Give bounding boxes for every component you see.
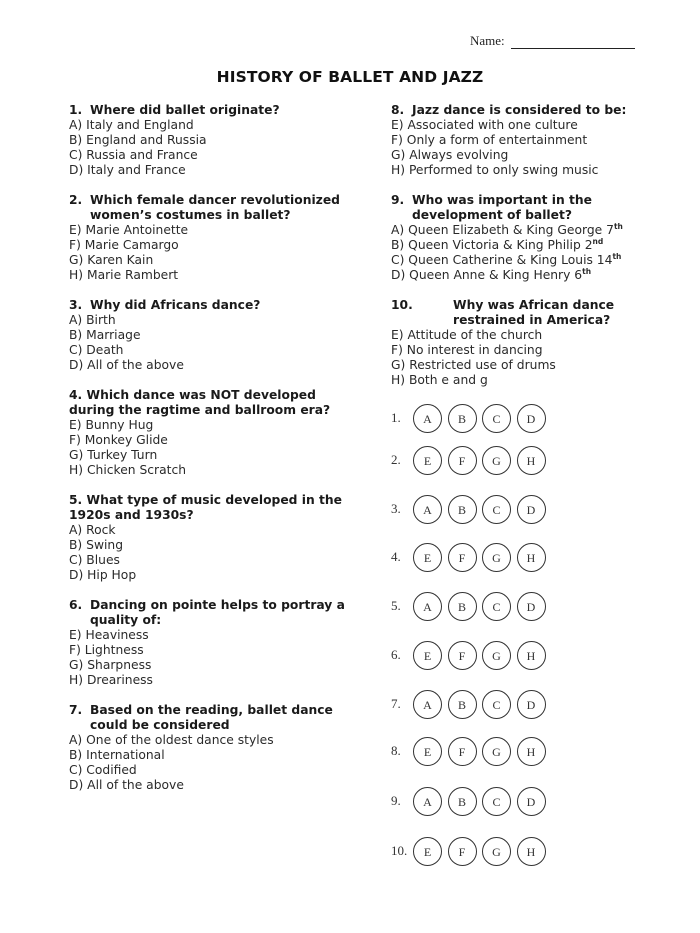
answer-bubble-e[interactable]: E [413,641,442,670]
answer-option-text: D) Queen Anne & King Henry 6 [391,268,583,282]
answer-bubble-g[interactable]: G [482,641,511,670]
ordinal-suffix: nd [592,237,604,246]
answer-option [69,553,359,568]
answer-option-text: E) Marie Antoinette [69,223,189,237]
answer-option-text: G) Sharpness [69,658,152,672]
answer-option-text: E) Associated with one culture [391,118,578,132]
answer-option [391,148,651,163]
ordinal-suffix: th [612,252,622,261]
question-9 [391,193,651,283]
answer-option [69,253,359,268]
answer-row-number: 1. [391,410,401,425]
answer-option [69,463,359,478]
answer-bubble-a[interactable]: A [413,690,442,719]
question-text: Who was important in the development of ballet? [412,193,592,222]
answer-option-text: B) Marriage [69,328,141,342]
answer-row-5 [391,590,551,622]
question-text: Where did ballet originate? [90,103,280,117]
answer-bubble-f[interactable]: F [448,737,477,766]
question-number: 6. [69,598,83,612]
question-number: 3. [69,298,83,312]
answer-row-number: 8. [391,743,401,758]
answer-option [69,148,359,163]
answer-row-6 [391,639,551,671]
answer-row-number: 5. [391,598,401,613]
questions-right-column [391,103,651,403]
answer-option [69,763,359,778]
answer-option-text: E) Heaviness [69,628,149,642]
answer-option [391,328,651,343]
answer-row-number: 6. [391,647,401,662]
answer-option [69,418,359,433]
question-prompt [391,103,651,118]
answer-option-text: A) Rock [69,523,116,537]
question-prompt [69,598,359,628]
answer-bubble-g[interactable]: G [482,737,511,766]
answer-option-text: A) Queen Elizabeth & King George 7 [391,223,614,237]
answer-option [391,133,651,148]
ordinal-suffix: th [582,267,592,276]
answer-option-text: D) Hip Hop [69,568,137,582]
answer-option [69,343,359,358]
answer-option [391,253,651,268]
answer-bubble-e[interactable]: E [413,446,442,475]
answer-bubble-c[interactable]: C [482,787,511,816]
answer-bubble-a[interactable]: A [413,787,442,816]
answer-row-number: 10. [391,843,408,858]
question-text: What type of music developed in the 1920s and 1930s? [69,493,342,522]
answer-option [391,163,651,178]
question-text: Which dance was NOT developed during the ragtime and ballroom era? [69,388,331,417]
answer-option-text: F) Marie Camargo [69,238,179,252]
answer-bubble-b[interactable]: B [448,787,477,816]
answer-option-text: C) Death [69,343,124,357]
question-2 [69,193,359,283]
answer-option-text: C) Queen Catherine & King Louis 14 [391,253,613,267]
question-prompt [69,703,359,733]
answer-bubble-h[interactable]: H [517,446,546,475]
question-prompt [69,388,359,418]
answer-bubble-d[interactable]: D [517,690,546,719]
answer-option-text: D) All of the above [69,778,184,792]
question-3 [69,298,359,373]
answer-bubble-a[interactable]: A [413,495,442,524]
answer-bubble-d[interactable]: D [517,404,546,433]
question-prompt [69,493,359,523]
question-number: 8. [391,103,405,117]
answer-option [391,118,651,133]
question-text: Jazz dance is considered to be: [412,103,627,117]
question-prompt [69,298,359,313]
answer-row-4 [391,541,551,573]
answer-row-7 [391,688,551,720]
answer-row-2 [391,444,551,476]
answer-option-text: C) Russia and France [69,148,198,162]
answer-row-number: 9. [391,793,401,808]
answer-option-text: H) Performed to only swing music [391,163,599,177]
answer-bubble-d[interactable]: D [517,787,546,816]
answer-option [69,628,359,643]
answer-bubble-f[interactable]: F [448,446,477,475]
answer-bubble-a[interactable]: A [413,404,442,433]
answer-option-text: A) Italy and England [69,118,194,132]
answer-bubble-b[interactable]: B [448,592,477,621]
answer-row-number: 7. [391,696,401,711]
answer-bubble-c[interactable]: C [482,592,511,621]
answer-bubble-g[interactable]: G [482,446,511,475]
answer-option-text: D) All of the above [69,358,184,372]
question-prompt [69,193,359,223]
answer-option [391,223,651,238]
answer-bubble-f[interactable]: F [448,641,477,670]
answer-row-1 [391,402,551,434]
answer-option-text: A) Birth [69,313,116,327]
answer-row-number: 2. [391,452,401,467]
answer-bubble-d[interactable]: D [517,592,546,621]
question-6 [69,598,359,688]
answer-option-text: C) Codified [69,763,137,777]
answer-row-8 [391,735,551,767]
answer-option-text: H) Dreariness [69,673,153,687]
answer-bubble-a[interactable]: A [413,592,442,621]
question-text: Which female dancer revolutionized women’s costumes in ballet? [90,193,340,222]
answer-bubble-e[interactable]: E [413,543,442,572]
answer-bubble-f[interactable]: F [448,837,477,866]
answer-option [69,133,359,148]
answer-option [69,673,359,688]
name-field[interactable] [470,33,635,49]
answer-option-text: G) Restricted use of drums [391,358,556,372]
answer-option-text: E) Attitude of the church [391,328,543,342]
answer-bubble-b[interactable]: B [448,495,477,524]
question-number: 4. [69,388,83,402]
answer-option [69,433,359,448]
answer-bubble-e[interactable]: E [413,837,442,866]
answer-option [69,448,359,463]
answer-option-text: H) Chicken Scratch [69,463,186,477]
answer-option [69,658,359,673]
answer-option [391,358,651,373]
answer-option [69,778,359,793]
answer-option-text: F) Only a form of entertainment [391,133,588,147]
answer-option [391,238,651,253]
answer-option-text: F) Monkey Glide [69,433,168,447]
answer-option-text: B) Swing [69,538,124,552]
answer-option [69,328,359,343]
answer-bubble-b[interactable]: B [448,690,477,719]
answer-option [391,343,651,358]
questions-left-column [69,103,359,808]
answer-option [69,523,359,538]
answer-option-text: G) Always evolving [391,148,509,162]
answer-option-text: F) Lightness [69,643,144,657]
answer-bubble-g[interactable]: G [482,543,511,572]
answer-option [69,163,359,178]
answer-option [69,238,359,253]
answer-option-text: F) No interest in dancing [391,343,543,357]
name-label: Name: [470,33,505,48]
question-10 [391,298,651,388]
question-4 [69,388,359,478]
answer-option-text: A) One of the oldest dance styles [69,733,274,747]
answer-option-text: H) Both e and g [391,373,488,387]
answer-option [69,748,359,763]
question-number: 2. [69,193,83,207]
question-prompt [391,193,651,223]
answer-option [69,733,359,748]
page-title: HISTORY OF BALLET AND JAZZ [216,68,484,86]
answer-option-text: G) Karen Kain [69,253,154,267]
answer-bubble-g[interactable]: G [482,837,511,866]
answer-option [69,313,359,328]
answer-option-text: D) Italy and France [69,163,186,177]
answer-row-10 [391,835,551,867]
answer-option [69,643,359,658]
answer-option-text: B) International [69,748,165,762]
question-number: 5. [69,493,83,507]
question-7 [69,703,359,793]
answer-row-9 [391,785,551,817]
answer-option [69,568,359,583]
answer-option-text: E) Bunny Hug [69,418,154,432]
answer-bubble-h[interactable]: H [517,543,546,572]
answer-option [69,223,359,238]
question-number: 9. [391,193,405,207]
question-8 [391,103,651,178]
name-blank-line[interactable] [511,36,635,49]
answer-option [391,268,651,283]
answer-bubble-h[interactable]: H [517,737,546,766]
answer-option-text: B) England and Russia [69,133,207,147]
answer-bubble-h[interactable]: H [517,837,546,866]
answer-row-number: 4. [391,549,401,564]
answer-bubble-d[interactable]: D [517,495,546,524]
answer-option [391,373,651,388]
question-prompt [391,298,651,328]
question-prompt [69,103,359,118]
answer-bubble-c[interactable]: C [482,690,511,719]
answer-option [69,358,359,373]
answer-bubble-e[interactable]: E [413,737,442,766]
question-text: Why was African dance restrained in America? [453,298,615,327]
answer-option-text: G) Turkey Turn [69,448,158,462]
answer-row-number: 3. [391,501,401,516]
answer-bubble-c[interactable]: C [482,495,511,524]
answer-bubble-h[interactable]: H [517,641,546,670]
question-text: Why did Africans dance? [90,298,261,312]
ordinal-suffix: th [613,222,623,231]
answer-bubble-b[interactable]: B [448,404,477,433]
answer-row-3 [391,493,551,525]
answer-bubble-f[interactable]: F [448,543,477,572]
answer-option [69,118,359,133]
question-number: 10. [391,298,413,312]
answer-option-text: C) Blues [69,553,120,567]
answer-option-text: B) Queen Victoria & King Philip 2 [391,238,593,252]
question-1 [69,103,359,178]
answer-option [69,538,359,553]
question-text: Based on the reading, ballet dance could be considered [90,703,333,732]
answer-bubble-c[interactable]: C [482,404,511,433]
question-text: Dancing on pointe helps to portray a quality of: [90,598,345,627]
answer-option [69,268,359,283]
question-5 [69,493,359,583]
question-number: 1. [69,103,83,117]
question-number: 7. [69,703,83,717]
answer-option-text: H) Marie Rambert [69,268,179,282]
